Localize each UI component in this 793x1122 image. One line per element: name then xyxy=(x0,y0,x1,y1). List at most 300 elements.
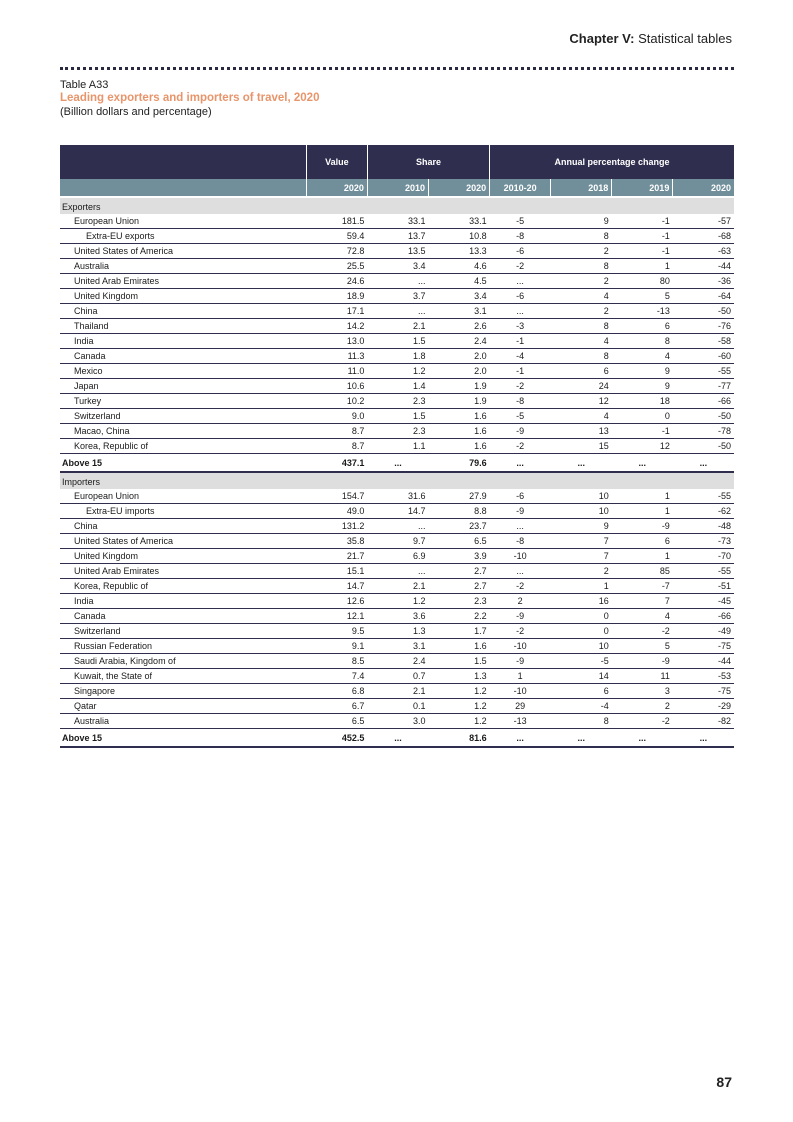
change-2010-20-cell: -3 xyxy=(490,319,551,334)
change-2018-cell: 16 xyxy=(551,594,612,609)
share-2020-cell: 1.9 xyxy=(429,379,490,394)
change-2019-cell: 1 xyxy=(612,504,673,519)
table-body xyxy=(60,197,734,747)
value-2020-cell: 72.8 xyxy=(306,244,367,259)
share-2020-cell: 23.7 xyxy=(429,519,490,534)
value-2020-cell: 8.7 xyxy=(306,439,367,454)
share-2010-cell: ... xyxy=(367,519,428,534)
change-2019-cell: -9 xyxy=(612,654,673,669)
change-2020-cell: -82 xyxy=(673,714,734,729)
share-2010-cell: ... xyxy=(367,304,428,319)
table-row xyxy=(60,684,734,699)
change-2019-cell: 9 xyxy=(612,379,673,394)
row-label-cell: Extra-EU imports xyxy=(60,504,306,519)
row-label-cell: United Kingdom xyxy=(60,289,306,304)
share-2020-cell: 2.7 xyxy=(429,564,490,579)
share-2010-cell: 3.1 xyxy=(367,639,428,654)
table-row xyxy=(60,319,734,334)
share-2010-cell: 6.9 xyxy=(367,549,428,564)
change-2019-cell: 80 xyxy=(612,274,673,289)
row-label-cell: Mexico xyxy=(60,364,306,379)
row-label-cell: China xyxy=(60,304,306,319)
share-2020-cell: 1.6 xyxy=(429,409,490,424)
change-2010-20-cell: -5 xyxy=(490,409,551,424)
change-2018-cell: 0 xyxy=(551,609,612,624)
change-2019-cell: 3 xyxy=(612,684,673,699)
row-label-cell: United States of America xyxy=(60,244,306,259)
row-label-cell: United States of America xyxy=(60,534,306,549)
change-2020-cell: -77 xyxy=(673,379,734,394)
change-2019-cell: -9 xyxy=(612,519,673,534)
row-label-cell: European Union xyxy=(60,214,306,229)
row-label-cell: Extra-EU exports xyxy=(60,229,306,244)
change-2010-20-header: 2010-20 xyxy=(490,179,551,197)
change-2010-20-cell: -9 xyxy=(490,609,551,624)
row-label-cell: Switzerland xyxy=(60,624,306,639)
change-2020-cell: -53 xyxy=(673,669,734,684)
change-2010-20-cell: -8 xyxy=(490,394,551,409)
change-2020-cell: -55 xyxy=(673,489,734,504)
share-2010-cell: 31.6 xyxy=(367,489,428,504)
row-label-cell: Canada xyxy=(60,349,306,364)
row-label-cell: Switzerland xyxy=(60,409,306,424)
row-label-cell: European Union xyxy=(60,489,306,504)
table-row xyxy=(60,259,734,274)
table-row xyxy=(60,504,734,519)
section-title: Exporters xyxy=(60,197,734,214)
share-2020-cell: 8.8 xyxy=(429,504,490,519)
change-2010-20-cell: ... xyxy=(490,304,551,319)
row-label-cell: China xyxy=(60,519,306,534)
change-2019-cell: -7 xyxy=(612,579,673,594)
total-share-2010-cell: ... xyxy=(367,454,428,473)
row-label-cell: Turkey xyxy=(60,394,306,409)
share-2020-cell: 3.4 xyxy=(429,289,490,304)
change-2020-cell: -76 xyxy=(673,319,734,334)
change-2018-header: 2018 xyxy=(551,179,612,197)
share-2010-cell: 2.1 xyxy=(367,684,428,699)
table-row xyxy=(60,534,734,549)
change-2010-20-cell: -2 xyxy=(490,624,551,639)
change-2010-20-cell: -8 xyxy=(490,534,551,549)
share-2010-cell: 1.3 xyxy=(367,624,428,639)
change-2018-cell: 2 xyxy=(551,304,612,319)
share-2020-cell: 3.9 xyxy=(429,549,490,564)
change-2010-20-cell: -1 xyxy=(490,364,551,379)
change-2010-20-cell: ... xyxy=(490,274,551,289)
section-header-row xyxy=(60,197,734,214)
share-2010-cell: 0.7 xyxy=(367,669,428,684)
change-2019-cell: 6 xyxy=(612,319,673,334)
table-row xyxy=(60,594,734,609)
share-2020-cell: 1.3 xyxy=(429,669,490,684)
value-2020-cell: 17.1 xyxy=(306,304,367,319)
change-2018-cell: -4 xyxy=(551,699,612,714)
row-label-cell: Canada xyxy=(60,609,306,624)
row-label-cell: United Arab Emirates xyxy=(60,274,306,289)
table-row xyxy=(60,654,734,669)
share-2020-cell: 2.0 xyxy=(429,364,490,379)
value-2020-cell: 9.0 xyxy=(306,409,367,424)
share-2010-cell: 1.2 xyxy=(367,364,428,379)
value-2020-cell: 21.7 xyxy=(306,549,367,564)
change-2018-cell: 4 xyxy=(551,409,612,424)
change-2010-20-cell: -6 xyxy=(490,489,551,504)
change-2020-cell: -50 xyxy=(673,304,734,319)
change-2018-cell: 2 xyxy=(551,564,612,579)
share-2010-cell: 3.0 xyxy=(367,714,428,729)
change-2018-cell: 15 xyxy=(551,439,612,454)
row-label-cell: Japan xyxy=(60,379,306,394)
change-2018-cell: 8 xyxy=(551,259,612,274)
change-2020-cell: -50 xyxy=(673,439,734,454)
change-2020-cell: -36 xyxy=(673,274,734,289)
value-2020-cell: 25.5 xyxy=(306,259,367,274)
change-2018-cell: 1 xyxy=(551,579,612,594)
change-2010-20-cell: -2 xyxy=(490,379,551,394)
total-change-2010-20-cell: ... xyxy=(490,729,551,748)
change-2020-cell: -64 xyxy=(673,289,734,304)
row-label-cell: Kuwait, the State of xyxy=(60,669,306,684)
share-2010-cell: 3.4 xyxy=(367,259,428,274)
change-2020-cell: -51 xyxy=(673,579,734,594)
change-2010-20-cell: -5 xyxy=(490,214,551,229)
share-2010-cell: 1.5 xyxy=(367,409,428,424)
change-2019-cell: 0 xyxy=(612,409,673,424)
change-2010-20-cell: -1 xyxy=(490,334,551,349)
total-change-2018-cell: ... xyxy=(551,454,612,473)
change-2020-cell: -68 xyxy=(673,229,734,244)
value-2020-cell: 7.4 xyxy=(306,669,367,684)
table-row xyxy=(60,364,734,379)
share-2020-cell: 2.7 xyxy=(429,579,490,594)
change-2010-20-cell: -2 xyxy=(490,259,551,274)
value-2020-cell: 9.1 xyxy=(306,639,367,654)
change-2019-cell: 7 xyxy=(612,594,673,609)
change-2019-cell: -1 xyxy=(612,424,673,439)
row-label-cell: United Kingdom xyxy=(60,549,306,564)
chapter-title: Statistical tables xyxy=(638,31,732,46)
change-2018-cell: 12 xyxy=(551,394,612,409)
change-2019-cell: 4 xyxy=(612,349,673,364)
change-2018-cell: 6 xyxy=(551,364,612,379)
total-share-2020-cell: 81.6 xyxy=(429,729,490,748)
change-2018-cell: 8 xyxy=(551,319,612,334)
change-2020-cell: -44 xyxy=(673,654,734,669)
change-2020-cell: -49 xyxy=(673,624,734,639)
section-title: Importers xyxy=(60,472,734,489)
total-change-2019-cell: ... xyxy=(612,454,673,473)
total-row xyxy=(60,454,734,473)
change-2020-cell: -73 xyxy=(673,534,734,549)
row-label-cell: Korea, Republic of xyxy=(60,579,306,594)
share-2020-cell: 1.2 xyxy=(429,714,490,729)
row-label-cell: Korea, Republic of xyxy=(60,439,306,454)
change-2019-cell: -1 xyxy=(612,229,673,244)
change-2019-cell: -1 xyxy=(612,244,673,259)
change-2019-cell: 1 xyxy=(612,489,673,504)
change-2018-cell: 8 xyxy=(551,349,612,364)
share-2020-cell: 1.9 xyxy=(429,394,490,409)
change-2010-20-cell: 2 xyxy=(490,594,551,609)
row-label-cell: India xyxy=(60,594,306,609)
table-row xyxy=(60,409,734,424)
change-2019-cell: 5 xyxy=(612,639,673,654)
value-2020-cell: 14.7 xyxy=(306,579,367,594)
change-2020-cell: -55 xyxy=(673,564,734,579)
share-2020-cell: 1.5 xyxy=(429,654,490,669)
change-2018-cell: 4 xyxy=(551,289,612,304)
change-2010-20-cell: -4 xyxy=(490,349,551,364)
change-2020-cell: -29 xyxy=(673,699,734,714)
change-2019-cell: 2 xyxy=(612,699,673,714)
share-group-header: Share xyxy=(367,145,489,179)
change-2020-cell: -60 xyxy=(673,349,734,364)
share-2010-header: 2010 xyxy=(367,179,428,197)
chapter-label: Chapter V: xyxy=(569,31,635,46)
value-2020-cell: 11.0 xyxy=(306,364,367,379)
value-2020-cell: 181.5 xyxy=(306,214,367,229)
share-2020-cell: 2.6 xyxy=(429,319,490,334)
change-2018-cell: 8 xyxy=(551,229,612,244)
change-2020-cell: -66 xyxy=(673,394,734,409)
table-row xyxy=(60,214,734,229)
change-2020-cell: -75 xyxy=(673,684,734,699)
travel-trade-table xyxy=(60,145,734,748)
total-row-label-cell: Above 15 xyxy=(60,454,306,473)
table-row xyxy=(60,274,734,289)
table-row xyxy=(60,334,734,349)
share-2020-cell: 13.3 xyxy=(429,244,490,259)
change-2018-cell: 10 xyxy=(551,504,612,519)
total-value-2020-cell: 437.1 xyxy=(306,454,367,473)
change-2019-cell: -13 xyxy=(612,304,673,319)
share-2020-cell: 2.4 xyxy=(429,334,490,349)
value-2020-cell: 6.7 xyxy=(306,699,367,714)
share-2010-cell: 13.7 xyxy=(367,229,428,244)
share-2010-cell: 2.1 xyxy=(367,319,428,334)
header-blank-cell xyxy=(60,145,306,179)
change-2010-20-cell: ... xyxy=(490,564,551,579)
value-2020-cell: 12.6 xyxy=(306,594,367,609)
change-2019-cell: -2 xyxy=(612,714,673,729)
table-row xyxy=(60,394,734,409)
share-2020-cell: 1.7 xyxy=(429,624,490,639)
value-2020-cell: 8.7 xyxy=(306,424,367,439)
total-row xyxy=(60,729,734,748)
change-2010-20-cell: -2 xyxy=(490,579,551,594)
change-2020-cell: -50 xyxy=(673,409,734,424)
value-2020-header: 2020 xyxy=(306,179,367,197)
value-group-header: Value xyxy=(306,145,367,179)
annual-change-group-header: Annual percentage change xyxy=(490,145,734,179)
share-2010-cell: 3.7 xyxy=(367,289,428,304)
table-number: Table A33 xyxy=(60,79,109,91)
change-2018-cell: 9 xyxy=(551,519,612,534)
share-2010-cell: ... xyxy=(367,274,428,289)
share-2020-cell: 4.6 xyxy=(429,259,490,274)
share-2020-cell: 2.0 xyxy=(429,349,490,364)
table-row xyxy=(60,669,734,684)
share-2010-cell: 13.5 xyxy=(367,244,428,259)
change-2018-cell: -5 xyxy=(551,654,612,669)
change-2019-header: 2019 xyxy=(612,179,673,197)
change-2019-cell: 6 xyxy=(612,534,673,549)
change-2020-cell: -44 xyxy=(673,259,734,274)
share-2010-cell: 1.4 xyxy=(367,379,428,394)
share-2010-cell: 1.5 xyxy=(367,334,428,349)
share-2010-cell: 0.1 xyxy=(367,699,428,714)
table-row xyxy=(60,424,734,439)
row-label-cell: Australia xyxy=(60,714,306,729)
value-2020-cell: 6.8 xyxy=(306,684,367,699)
change-2020-cell: -58 xyxy=(673,334,734,349)
share-2020-cell: 1.6 xyxy=(429,424,490,439)
total-change-2018-cell: ... xyxy=(551,729,612,748)
change-2019-cell: 4 xyxy=(612,609,673,624)
change-2018-cell: 9 xyxy=(551,214,612,229)
value-2020-cell: 8.5 xyxy=(306,654,367,669)
change-2018-cell: 6 xyxy=(551,684,612,699)
change-2018-cell: 10 xyxy=(551,639,612,654)
share-2010-cell: 2.3 xyxy=(367,394,428,409)
change-2020-cell: -55 xyxy=(673,364,734,379)
total-value-2020-cell: 452.5 xyxy=(306,729,367,748)
share-2020-cell: 1.2 xyxy=(429,699,490,714)
change-2010-20-cell: -10 xyxy=(490,639,551,654)
table-row xyxy=(60,609,734,624)
value-2020-cell: 11.3 xyxy=(306,349,367,364)
change-2020-cell: -48 xyxy=(673,519,734,534)
table-row xyxy=(60,304,734,319)
change-2010-20-cell: ... xyxy=(490,519,551,534)
change-2018-cell: 7 xyxy=(551,534,612,549)
value-2020-cell: 15.1 xyxy=(306,564,367,579)
year-header-row xyxy=(60,179,734,197)
row-label-cell: Macao, China xyxy=(60,424,306,439)
header-dotted-rule xyxy=(60,67,734,70)
share-2020-cell: 1.6 xyxy=(429,639,490,654)
change-2018-cell: 0 xyxy=(551,624,612,639)
change-2010-20-cell: 29 xyxy=(490,699,551,714)
change-2020-cell: -45 xyxy=(673,594,734,609)
change-2010-20-cell: -6 xyxy=(490,244,551,259)
change-2020-cell: -66 xyxy=(673,609,734,624)
change-2019-cell: -1 xyxy=(612,214,673,229)
table-row xyxy=(60,229,734,244)
value-2020-cell: 10.2 xyxy=(306,394,367,409)
row-label-cell: Singapore xyxy=(60,684,306,699)
row-label-cell: Saudi Arabia, Kingdom of xyxy=(60,654,306,669)
share-2010-cell: 1.1 xyxy=(367,439,428,454)
change-2010-20-cell: -13 xyxy=(490,714,551,729)
subheader-blank-cell xyxy=(60,179,306,197)
share-2010-cell: 1.2 xyxy=(367,594,428,609)
table-row xyxy=(60,489,734,504)
total-change-2020-cell: ... xyxy=(673,454,734,473)
change-2010-20-cell: -2 xyxy=(490,439,551,454)
table-row xyxy=(60,349,734,364)
change-2020-cell: -70 xyxy=(673,549,734,564)
share-2020-cell: 6.5 xyxy=(429,534,490,549)
change-2010-20-cell: -6 xyxy=(490,289,551,304)
share-2020-cell: 2.3 xyxy=(429,594,490,609)
total-change-2010-20-cell: ... xyxy=(490,454,551,473)
change-2019-cell: 12 xyxy=(612,439,673,454)
share-2020-cell: 33.1 xyxy=(429,214,490,229)
total-change-2020-cell: ... xyxy=(673,729,734,748)
change-2019-cell: 1 xyxy=(612,259,673,274)
value-2020-cell: 49.0 xyxy=(306,504,367,519)
change-2018-cell: 8 xyxy=(551,714,612,729)
change-2019-cell: 9 xyxy=(612,364,673,379)
table-row xyxy=(60,289,734,304)
value-2020-cell: 35.8 xyxy=(306,534,367,549)
change-2018-cell: 10 xyxy=(551,489,612,504)
value-2020-cell: 9.5 xyxy=(306,624,367,639)
share-2010-cell: 2.4 xyxy=(367,654,428,669)
share-2020-header: 2020 xyxy=(429,179,490,197)
total-share-2020-cell: 79.6 xyxy=(429,454,490,473)
page-number: 87 xyxy=(716,1074,732,1090)
value-2020-cell: 18.9 xyxy=(306,289,367,304)
value-2020-cell: 24.6 xyxy=(306,274,367,289)
change-2010-20-cell: -8 xyxy=(490,229,551,244)
section-header-row xyxy=(60,472,734,489)
change-2020-cell: -75 xyxy=(673,639,734,654)
value-2020-cell: 12.1 xyxy=(306,609,367,624)
chapter-header xyxy=(569,31,732,46)
change-2010-20-cell: -9 xyxy=(490,504,551,519)
total-row-label-cell: Above 15 xyxy=(60,729,306,748)
table-row xyxy=(60,564,734,579)
table-row xyxy=(60,699,734,714)
change-2010-20-cell: -9 xyxy=(490,654,551,669)
value-2020-cell: 154.7 xyxy=(306,489,367,504)
change-2020-cell: -62 xyxy=(673,504,734,519)
change-2018-cell: 14 xyxy=(551,669,612,684)
share-2010-cell: 33.1 xyxy=(367,214,428,229)
table-row xyxy=(60,639,734,654)
table-title: Leading exporters and importers of travel, 2020 xyxy=(60,92,320,104)
change-2019-cell: 85 xyxy=(612,564,673,579)
change-2019-cell: 8 xyxy=(612,334,673,349)
change-2010-20-cell: -10 xyxy=(490,549,551,564)
change-2018-cell: 24 xyxy=(551,379,612,394)
change-2020-cell: -57 xyxy=(673,214,734,229)
share-2020-cell: 27.9 xyxy=(429,489,490,504)
share-2010-cell: 1.8 xyxy=(367,349,428,364)
share-2020-cell: 3.1 xyxy=(429,304,490,319)
change-2018-cell: 2 xyxy=(551,244,612,259)
row-label-cell: India xyxy=(60,334,306,349)
change-2020-cell: -63 xyxy=(673,244,734,259)
change-2019-cell: 5 xyxy=(612,289,673,304)
change-2010-20-cell: -9 xyxy=(490,424,551,439)
share-2020-cell: 10.8 xyxy=(429,229,490,244)
value-2020-cell: 131.2 xyxy=(306,519,367,534)
change-2019-cell: -2 xyxy=(612,624,673,639)
table-row xyxy=(60,579,734,594)
change-2020-cell: -78 xyxy=(673,424,734,439)
share-2020-cell: 1.2 xyxy=(429,684,490,699)
table-row xyxy=(60,519,734,534)
share-2010-cell: 3.6 xyxy=(367,609,428,624)
value-2020-cell: 13.0 xyxy=(306,334,367,349)
table-row xyxy=(60,624,734,639)
change-2020-header: 2020 xyxy=(673,179,734,197)
row-label-cell: Australia xyxy=(60,259,306,274)
